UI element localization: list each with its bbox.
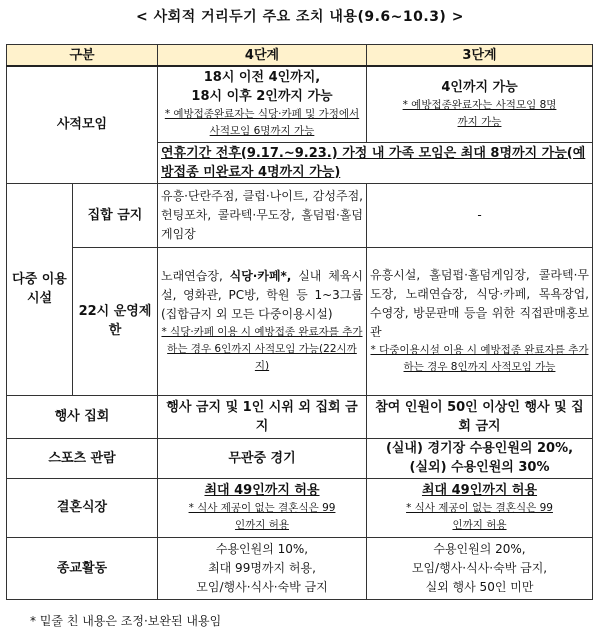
curfew-text: 실내 체육시설, 영화관, PC방, 학원 등 1~3그룹(집합금지 외 모든 다중이용시설)	[161, 269, 363, 321]
table-row	[7, 66, 593, 142]
row-label-religion: 종교활동	[7, 537, 158, 599]
table-header-row	[7, 45, 593, 67]
religion-line: 모임/행사·식사·숙박 금지	[196, 579, 328, 594]
sports-line: (실외) 수용인원의 30%	[409, 460, 550, 475]
curfew-stage4	[158, 247, 367, 395]
header-stage3: 3단계	[367, 45, 593, 67]
events-stage3: 참여 인원이 50인 이상인 행사 및 집회 금지	[367, 395, 593, 438]
sports-stage3	[367, 438, 593, 478]
footnote: * 밑줄 친 내용은 조정·보완된 내용임	[30, 614, 222, 628]
religion-stage3	[367, 537, 593, 599]
stage4-main: 18시 이전 4인까지,	[203, 70, 321, 86]
stage4-note: * 예방접종완료자는 식당·카페 및 가정에서 사적모임 6명까지 가능	[164, 108, 360, 138]
private-stage3	[367, 66, 593, 142]
religion-line: 모임/행사·식사·숙박 금지,	[411, 560, 548, 575]
wedding-stage4	[158, 478, 367, 537]
row-label-facilities: 다중 이용시설	[7, 183, 73, 395]
measures-table	[6, 44, 593, 600]
row-label-private: 사적모임	[7, 66, 158, 183]
curfew-bold: 식당·카페*,	[229, 269, 292, 283]
stage3-note: * 예방접종완료자는 사적모임 8명까지 가능	[402, 98, 557, 128]
row-label-ban: 집합 금지	[73, 183, 158, 247]
table-row	[7, 478, 593, 537]
row-label-curfew: 22시 운영제한	[73, 247, 158, 395]
curfew-note: * 식당·카페 이용 시 예방접종 완료자를 추가하는 경우 6인까지 사적모임 가능(22시까지)	[161, 326, 363, 372]
row-label-events: 행사 집회	[7, 395, 158, 438]
row-label-wedding: 결혼식장	[7, 478, 158, 537]
events-stage4: 행사 금지 및 1인 시위 외 집회 금지	[158, 395, 367, 438]
ban-stage3: -	[367, 183, 593, 247]
religion-stage4	[158, 537, 367, 599]
wedding-note: * 식사 제공이 없는 결혼식은 99인까지 허용	[188, 502, 336, 531]
religion-line: 실외 행사 50인 미만	[425, 579, 534, 594]
curfew-note: * 다중이용시설 이용 시 예방접종 완료자를 추가하는 경우 8인까지 사적모임 가능	[370, 344, 589, 373]
table-row	[7, 438, 593, 478]
ban-stage4: 유흥·단란주점, 클럽·나이트, 감성주점, 헌팅포차, 콜라텍·무도장, 홀덤펍·홀덤게임장	[158, 183, 367, 247]
wedding-note: * 식사 제공이 없는 결혼식은 99인까지 허용	[406, 502, 553, 531]
table-row	[7, 247, 593, 395]
wedding-main: 최대 49인까지 허용	[204, 483, 320, 498]
table-row	[7, 183, 593, 247]
private-stage4	[158, 66, 367, 142]
wedding-main: 최대 49인까지 허용	[421, 483, 538, 498]
stage4-main: 18시 이후 2인까지 가능	[191, 89, 333, 105]
curfew-stage3	[367, 247, 593, 395]
curfew-text: 노래연습장,	[161, 269, 230, 283]
religion-line: 수용인원의 20%,	[433, 541, 526, 556]
header-category: 구분	[7, 45, 158, 67]
sports-stage4: 무관중 경기	[158, 438, 367, 478]
religion-line: 수용인원의 10%,	[215, 541, 309, 556]
holiday-note: 연휴기간 전후(9.17.~9.23.) 가정 내 가족 모임은 최대 8명까지 가능(예방접종 미완료자 4명까지 가능)	[158, 142, 593, 183]
religion-line: 최대 99명까지 허용,	[208, 560, 316, 575]
header-stage4: 4단계	[158, 45, 367, 67]
stage3-main: 4인까지 가능	[441, 79, 518, 95]
table-row	[7, 395, 593, 438]
row-label-sports: 스포츠 관람	[7, 438, 158, 478]
sports-line: (실내) 경기장 수용인원의 20%,	[385, 441, 574, 456]
curfew-text: 유흥시설, 홀덤펍·홀덤게임장, 콜라텍·무도장, 노래연습장, 식당·카페, 목욕장업, 수영장, 방문판매 등을 위한 직접판매홍보관	[370, 268, 589, 339]
document-title: < 사회적 거리두기 주요 조치 내용(9.6~10.3) >	[136, 9, 464, 25]
wedding-stage3	[367, 478, 593, 537]
table-row	[7, 537, 593, 599]
